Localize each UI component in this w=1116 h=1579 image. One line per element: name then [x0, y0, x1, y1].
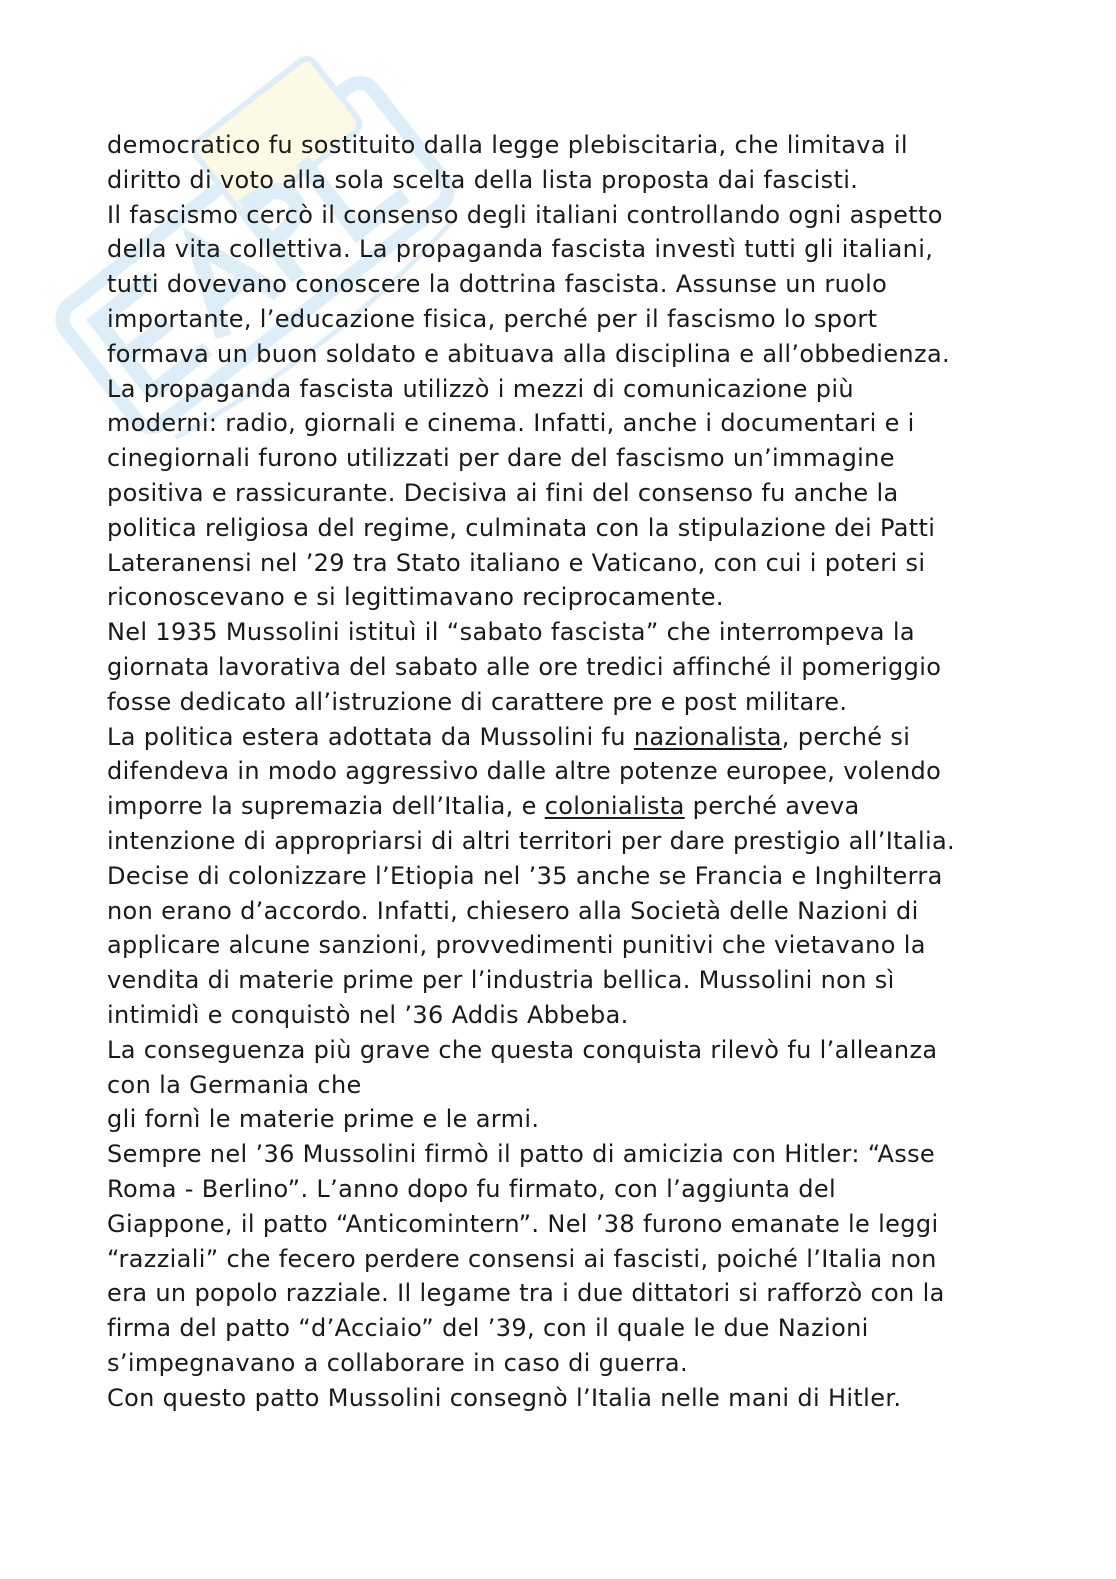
document-body: [107, 128, 1017, 1415]
text-segment: imporre la supremazia dell’Italia, e: [107, 792, 545, 821]
text-line: democratico fu sostituito dalla legge plebiscitaria, che limitava il: [107, 131, 908, 159]
text-line: non erano d’accordo. Infatti, chiesero alla Società delle Nazioni di: [107, 896, 919, 925]
text-line: difendeva in modo aggressivo dalle altre potenze europee, volendo: [107, 757, 942, 786]
underlined-term: colonialista: [544, 792, 685, 821]
text-line: politica religiosa del regime, culminata con la stipulazione dei Patti: [107, 513, 936, 542]
text-line: Decise di colonizzare l’Etiopia nel ’35 anche se Francia e Inghilterra: [107, 861, 943, 890]
text-line: La conseguenza più grave che questa conquista rilevò fu l’alleanza: [107, 1035, 938, 1064]
text-line: intimidì e conquistò nel ’36 Addis Abbeba.: [107, 1000, 629, 1029]
text-line: importante, l’educazione fisica, perché per il fascismo lo sport: [107, 304, 878, 333]
text-line: La propaganda fascista utilizzò i mezzi di comunicazione più: [107, 374, 854, 403]
text-line: Sempre nel ’36 Mussolini firmò il patto di amicizia con Hitler: “Asse: [107, 1140, 936, 1169]
text-line: positiva e rassicurante. Decisiva ai fini del consenso fu anche la: [107, 478, 899, 507]
text-line: formava un buon soldato e abituava alla disciplina e all’obbedienza.: [107, 339, 950, 368]
text-line: giornata lavorativa del sabato alle ore tredici affinché il pomeriggio: [107, 652, 942, 681]
text-line: Il fascismo cercò il consenso degli italiani controllando ogni aspetto: [107, 200, 943, 229]
text-line: gli fornì le materie prime e le armi.: [107, 1105, 540, 1134]
text-segment: La politica estera adottata da Mussolini fu: [107, 722, 634, 751]
text-line: era un popolo razziale. Il legame tra i due dittatori si rafforzò con la: [107, 1279, 945, 1308]
underlined-term: nazionalista: [633, 722, 782, 751]
text-line: Roma - Berlino”. L’anno dopo fu firmato, con l’aggiunta del: [107, 1174, 836, 1203]
text-segment: , perché si: [781, 722, 911, 751]
text-line: vendita di materie prime per l’industria bellica. Mussolini non sì: [107, 966, 895, 995]
text-line: [107, 789, 1017, 824]
text-line: s’impegnavano a collaborare in caso di guerra.: [107, 1348, 688, 1377]
text-line: fosse dedicato all’istruzione di carattere pre e post militare.: [107, 687, 848, 716]
text-line: cinegiornali furono utilizzati per dare del fascismo un’immagine: [107, 444, 895, 473]
text-segment: perché aveva: [684, 792, 860, 821]
text-line: Giappone, il patto “Anticomintern”. Nel ’38 furono emanate le leggi: [107, 1209, 939, 1238]
text-line: firma del patto “d’Acciaio” del ’39, con il quale le due Nazioni: [107, 1314, 869, 1343]
text-line: tutti dovevano conoscere la dottrina fascista. Assunse un ruolo: [107, 270, 888, 299]
text-line: applicare alcune sanzioni, provvedimenti punitivi che vietavano la: [107, 931, 926, 960]
text-line: Lateranensi nel ’29 tra Stato italiano e Vaticano, con cui i poteri si: [107, 548, 926, 577]
text-line: moderni: radio, giornali e cinema. Infatti, anche i documentari e i: [107, 409, 915, 438]
text-line: Con questo patto Mussolini consegnò l’Italia nelle mani di Hitler.: [107, 1383, 902, 1412]
text-line: intenzione di appropriarsi di altri territori per dare prestigio all’Italia.: [107, 826, 956, 855]
text-line: riconoscevano e si legittimavano reciprocamente.: [107, 583, 724, 612]
text-line: “razziali” che fecero perdere consensi ai fascisti, poiché l’Italia non: [107, 1244, 937, 1273]
text-line: della vita collettiva. La propaganda fascista investì tutti gli italiani,: [107, 235, 934, 264]
text-line: con la Germania che: [107, 1070, 362, 1099]
text-line: diritto di voto alla sola scelta della lista proposta dai fascisti.: [107, 165, 859, 194]
text-line: [107, 720, 1017, 755]
text-line: Nel 1935 Mussolini istituì il “sabato fascista” che interrompeva la: [107, 618, 915, 647]
